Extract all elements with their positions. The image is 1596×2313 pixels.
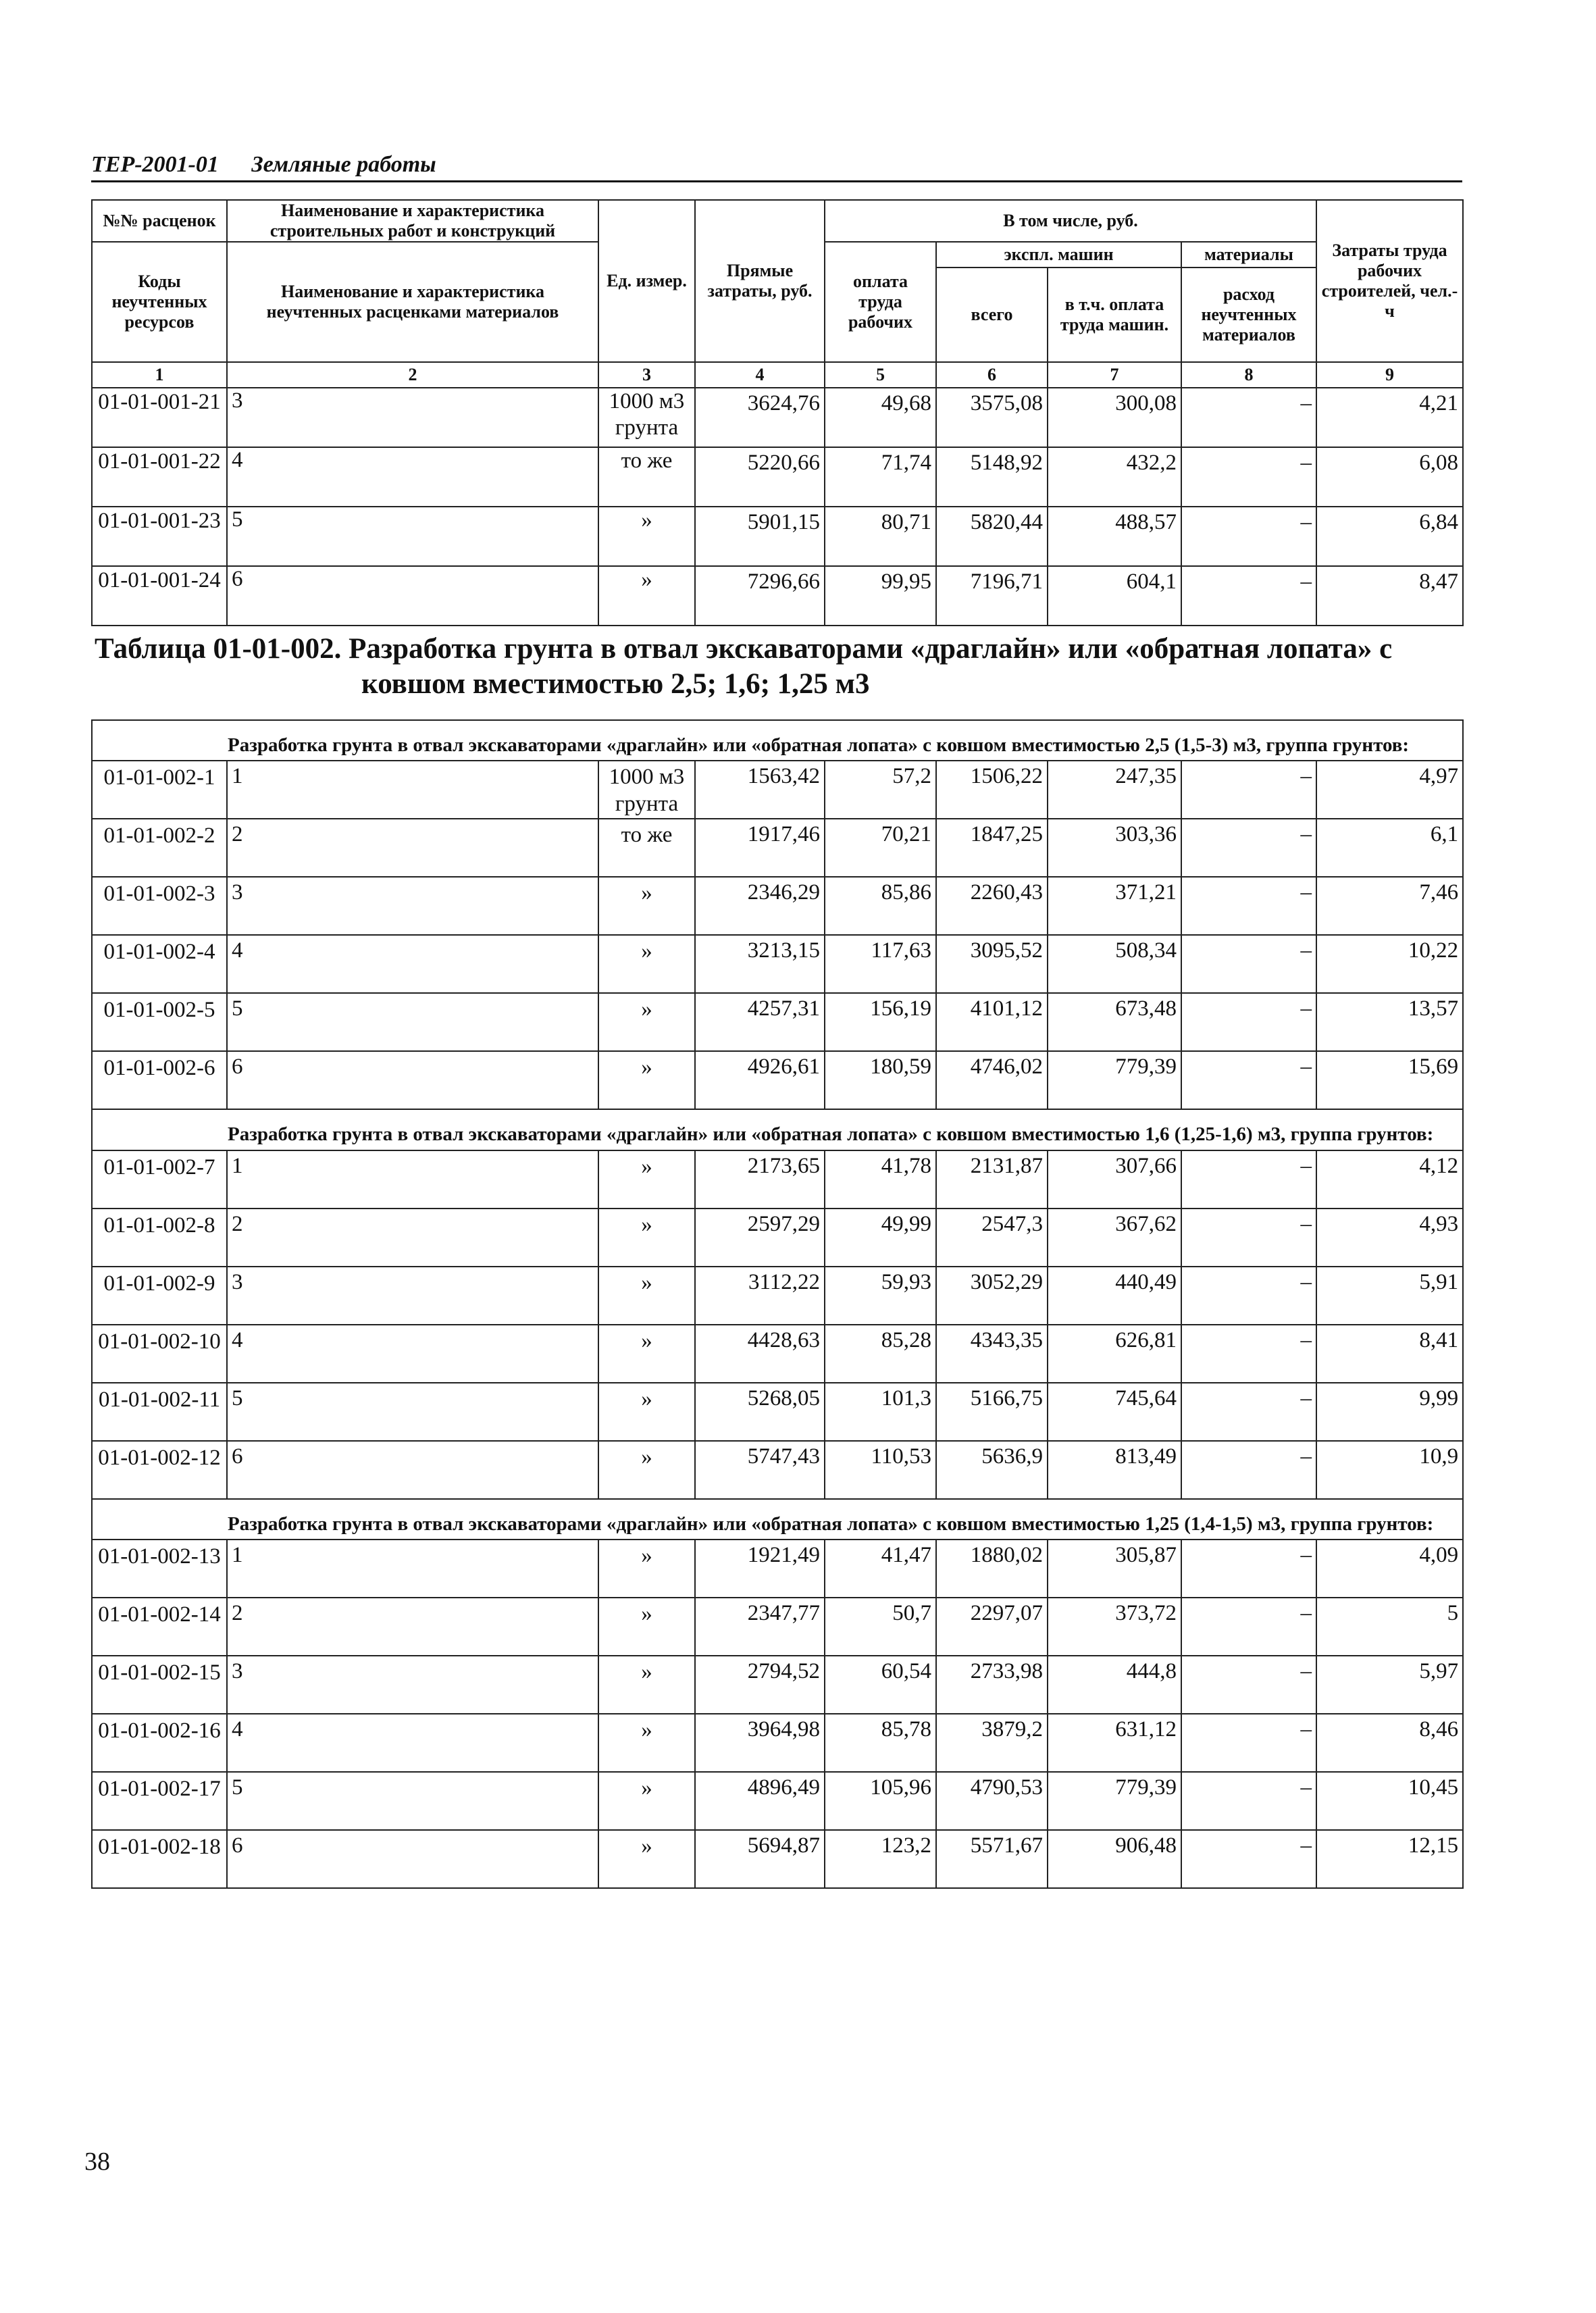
machine-labor-pay: 303,36 [1048, 819, 1181, 877]
labor-pay: 105,96 [825, 1772, 936, 1830]
rate-code: 01-01-002-16 [92, 1714, 227, 1772]
rate-code: 01-01-002-4 [92, 935, 227, 993]
materials-use: – [1181, 507, 1316, 566]
machine-labor-pay: 300,08 [1048, 388, 1181, 447]
table-row [92, 1209, 1463, 1267]
materials-use: – [1181, 1830, 1316, 1888]
machine-cost-total: 4101,12 [936, 993, 1048, 1051]
labor-pay: 85,28 [825, 1325, 936, 1383]
unit-of-measure: » [598, 993, 695, 1051]
labor-hours: 15,69 [1316, 1051, 1463, 1109]
machine-labor-pay: 367,62 [1048, 1209, 1181, 1267]
rate-code: 01-01-002-17 [92, 1772, 227, 1830]
rate-code: 01-01-002-18 [92, 1830, 227, 1888]
direct-cost: 4428,63 [695, 1325, 825, 1383]
rate-name: 3 [227, 388, 598, 447]
labor-pay: 180,59 [825, 1051, 936, 1109]
machine-labor-pay: 673,48 [1048, 993, 1181, 1051]
materials-use: – [1181, 1598, 1316, 1656]
direct-cost: 5268,05 [695, 1383, 825, 1441]
unit-of-measure: » [598, 1772, 695, 1830]
machine-cost-total: 5571,67 [936, 1830, 1048, 1888]
group-title: Разработка грунта в отвал экскаваторами «драглайн» или «обратная лопата» с ковшом вместимостью 1,6 (1,25-1,6) м3, группа грунтов: [92, 1109, 1463, 1150]
table-caption-line-1: Таблица 01-01-002. Разработка грунта в отвал экскаваторами «драглайн» или «обратная лопата» с [95, 633, 1393, 665]
group-header-row [92, 1109, 1463, 1150]
col-number: 8 [1181, 362, 1316, 388]
machine-labor-pay: 488,57 [1048, 507, 1181, 566]
rate-code: 01-01-002-15 [92, 1656, 227, 1714]
unit-of-measure: » [598, 1209, 695, 1267]
machine-labor-pay: 906,48 [1048, 1830, 1181, 1888]
labor-hours: 6,84 [1316, 507, 1463, 566]
rate-name: 5 [227, 1383, 598, 1441]
rate-name: 6 [227, 566, 598, 626]
unit-of-measure: » [598, 1830, 695, 1888]
table-row [92, 1441, 1463, 1499]
table-row [92, 388, 1463, 447]
materials-use: – [1181, 877, 1316, 935]
direct-cost: 2597,29 [695, 1209, 825, 1267]
labor-pay: 110,53 [825, 1441, 936, 1499]
machine-cost-total: 1506,22 [936, 761, 1048, 819]
rate-name: 1 [227, 1540, 598, 1598]
rate-name: 1 [227, 761, 598, 819]
col-header-materials-use: расход неучтенных материалов [1181, 268, 1316, 362]
direct-cost: 2173,65 [695, 1150, 825, 1209]
unit-of-measure: » [598, 1441, 695, 1499]
labor-pay: 101,3 [825, 1383, 936, 1441]
rate-code: 01-01-001-24 [92, 566, 227, 626]
rate-name: 4 [227, 1714, 598, 1772]
col-number: 5 [825, 362, 936, 388]
table-row [92, 935, 1463, 993]
materials-use: – [1181, 1325, 1316, 1383]
labor-hours: 5,91 [1316, 1267, 1463, 1325]
machine-labor-pay: 247,35 [1048, 761, 1181, 819]
unit-of-measure: » [598, 1267, 695, 1325]
materials-use: – [1181, 993, 1316, 1051]
labor-hours: 13,57 [1316, 993, 1463, 1051]
table-row [92, 1051, 1463, 1109]
labor-pay: 59,93 [825, 1267, 936, 1325]
machine-cost-total: 4343,35 [936, 1325, 1048, 1383]
rate-name: 5 [227, 1772, 598, 1830]
table-row [92, 1714, 1463, 1772]
materials-use: – [1181, 1150, 1316, 1209]
rate-code: 01-01-002-6 [92, 1051, 227, 1109]
table-row [92, 1830, 1463, 1888]
machine-cost-total: 2733,98 [936, 1656, 1048, 1714]
labor-pay: 99,95 [825, 566, 936, 626]
table-row [92, 993, 1463, 1051]
rate-name: 4 [227, 935, 598, 993]
direct-cost: 2347,77 [695, 1598, 825, 1656]
rate-code: 01-01-002-12 [92, 1441, 227, 1499]
rate-name: 3 [227, 877, 598, 935]
labor-pay: 57,2 [825, 761, 936, 819]
labor-hours: 4,93 [1316, 1209, 1463, 1267]
labor-pay: 80,71 [825, 507, 936, 566]
labor-hours: 5,97 [1316, 1656, 1463, 1714]
rate-code: 01-01-001-21 [92, 388, 227, 447]
unit-of-measure: » [598, 935, 695, 993]
labor-hours: 4,97 [1316, 761, 1463, 819]
group-title: Разработка грунта в отвал экскаваторами «драглайн» или «обратная лопата» с ковшом вместимостью 2,5 (1,5-3) м3, группа грунтов: [92, 720, 1463, 761]
machine-cost-total: 2297,07 [936, 1598, 1048, 1656]
materials-use: – [1181, 1441, 1316, 1499]
machine-cost-total: 2131,87 [936, 1150, 1048, 1209]
materials-use: – [1181, 1656, 1316, 1714]
direct-cost: 7296,66 [695, 566, 825, 626]
machine-labor-pay: 779,39 [1048, 1051, 1181, 1109]
group-header-row [92, 720, 1463, 761]
col-header-direct: Прямые затраты, руб. [695, 200, 825, 362]
col-number: 7 [1048, 362, 1181, 388]
machine-cost-total: 5820,44 [936, 507, 1048, 566]
direct-cost: 1563,42 [695, 761, 825, 819]
group-header-row [92, 1499, 1463, 1540]
table-row [92, 819, 1463, 877]
table-caption-line-2: ковшом вместимостью 2,5; 1,6; 1,25 м3 [361, 668, 870, 701]
labor-pay: 71,74 [825, 447, 936, 507]
col-header-materials-name: Наименование и характеристика неучтенных расценками материалов [227, 242, 598, 362]
rate-code: 01-01-001-23 [92, 507, 227, 566]
labor-hours: 9,99 [1316, 1383, 1463, 1441]
machine-labor-pay: 444,8 [1048, 1656, 1181, 1714]
machine-cost-total: 5166,75 [936, 1383, 1048, 1441]
materials-use: – [1181, 1051, 1316, 1109]
direct-cost: 1921,49 [695, 1540, 825, 1598]
labor-pay: 85,86 [825, 877, 936, 935]
direct-cost: 2346,29 [695, 877, 825, 935]
table-row [92, 877, 1463, 935]
rate-code: 01-01-001-22 [92, 447, 227, 507]
rate-code: 01-01-002-8 [92, 1209, 227, 1267]
table-row [92, 1598, 1463, 1656]
unit-of-measure: » [598, 1383, 695, 1441]
unit-of-measure: » [598, 1656, 695, 1714]
table-row [92, 1150, 1463, 1209]
rate-code: 01-01-002-10 [92, 1325, 227, 1383]
direct-cost: 5747,43 [695, 1441, 825, 1499]
unit-of-measure: » [598, 1540, 695, 1598]
machine-cost-total: 2547,3 [936, 1209, 1048, 1267]
materials-use: – [1181, 819, 1316, 877]
labor-hours: 10,45 [1316, 1772, 1463, 1830]
rate-code: 01-01-002-14 [92, 1598, 227, 1656]
table-row [92, 1267, 1463, 1325]
labor-pay: 156,19 [825, 993, 936, 1051]
rate-code: 01-01-002-11 [92, 1383, 227, 1441]
machine-labor-pay: 631,12 [1048, 1714, 1181, 1772]
group-title: Разработка грунта в отвал экскаваторами «драглайн» или «обратная лопата» с ковшом вместимостью 1,25 (1,4-1,5) м3, группа грунтов: [92, 1499, 1463, 1540]
rate-code: 01-01-002-5 [92, 993, 227, 1051]
labor-hours: 10,22 [1316, 935, 1463, 993]
col-number: 3 [598, 362, 695, 388]
col-header-machines-total: всего [936, 268, 1048, 362]
col-header-labor-pay: оплата труда рабочих [825, 242, 936, 362]
col-number: 6 [936, 362, 1048, 388]
materials-use: – [1181, 1540, 1316, 1598]
direct-cost: 2794,52 [695, 1656, 825, 1714]
labor-hours: 8,47 [1316, 566, 1463, 626]
column-numbers-row [92, 362, 1463, 388]
col-header-resource-codes: Коды неучтенных ресурсов [92, 242, 227, 362]
unit-of-measure: » [598, 1598, 695, 1656]
machine-cost-total: 2260,43 [936, 877, 1048, 935]
rate-name: 2 [227, 1598, 598, 1656]
labor-pay: 49,99 [825, 1209, 936, 1267]
machine-labor-pay: 305,87 [1048, 1540, 1181, 1598]
unit-of-measure: » [598, 1714, 695, 1772]
machine-cost-total: 3095,52 [936, 935, 1048, 993]
labor-pay: 60,54 [825, 1656, 936, 1714]
table-row [92, 761, 1463, 819]
direct-cost: 4926,61 [695, 1051, 825, 1109]
direct-cost: 3964,98 [695, 1714, 825, 1772]
materials-use: – [1181, 447, 1316, 507]
machine-cost-total: 5148,92 [936, 447, 1048, 507]
labor-pay: 41,47 [825, 1540, 936, 1598]
labor-hours: 4,09 [1316, 1540, 1463, 1598]
rate-name: 6 [227, 1051, 598, 1109]
rate-code: 01-01-002-9 [92, 1267, 227, 1325]
unit-of-measure: » [598, 1325, 695, 1383]
machine-cost-total: 1880,02 [936, 1540, 1048, 1598]
materials-use: – [1181, 1383, 1316, 1441]
direct-cost: 4257,31 [695, 993, 825, 1051]
labor-pay: 70,21 [825, 819, 936, 877]
rate-name: 3 [227, 1267, 598, 1325]
col-header-labor-hours: Затраты труда рабочих строителей, чел.-ч [1316, 200, 1463, 362]
col-header-including: В том числе, руб. [825, 200, 1316, 242]
direct-cost: 5901,15 [695, 507, 825, 566]
direct-cost: 1917,46 [695, 819, 825, 877]
col-number: 2 [227, 362, 598, 388]
table-row [92, 1325, 1463, 1383]
section-title: Земляные работы [251, 152, 436, 177]
machine-labor-pay: 371,21 [1048, 877, 1181, 935]
col-header-name: Наименование и характеристика строительных работ и конструкций [227, 200, 598, 242]
machine-labor-pay: 813,49 [1048, 1441, 1181, 1499]
machine-cost-total: 7196,71 [936, 566, 1048, 626]
machine-cost-total: 3052,29 [936, 1267, 1048, 1325]
materials-use: – [1181, 935, 1316, 993]
rates-table-01-01-001 [91, 199, 1464, 626]
table-row [92, 1540, 1463, 1598]
labor-hours: 6,08 [1316, 447, 1463, 507]
materials-use: – [1181, 566, 1316, 626]
materials-use: – [1181, 1772, 1316, 1830]
machine-labor-pay: 373,72 [1048, 1598, 1181, 1656]
machine-labor-pay: 626,81 [1048, 1325, 1181, 1383]
table-row [92, 1772, 1463, 1830]
unit-of-measure: 1000 м3 грунта [598, 388, 695, 447]
table-caption [95, 632, 1466, 703]
col-number: 9 [1316, 362, 1463, 388]
rate-name: 3 [227, 1656, 598, 1714]
rate-code: 01-01-002-1 [92, 761, 227, 819]
direct-cost: 3213,15 [695, 935, 825, 993]
machine-labor-pay: 440,49 [1048, 1267, 1181, 1325]
machine-labor-pay: 745,64 [1048, 1383, 1181, 1441]
direct-cost: 4896,49 [695, 1772, 825, 1830]
col-header-code: №№ расценок [92, 200, 227, 242]
rate-code: 01-01-002-2 [92, 819, 227, 877]
labor-hours: 4,21 [1316, 388, 1463, 447]
labor-hours: 8,41 [1316, 1325, 1463, 1383]
rate-name: 2 [227, 1209, 598, 1267]
direct-cost: 5694,87 [695, 1830, 825, 1888]
doc-code: ТЕР-2001-01 [91, 152, 219, 177]
direct-cost: 3624,76 [695, 388, 825, 447]
machine-labor-pay: 307,66 [1048, 1150, 1181, 1209]
rate-name: 5 [227, 993, 598, 1051]
machine-cost-total: 5636,9 [936, 1441, 1048, 1499]
unit-of-measure: » [598, 507, 695, 566]
table-row [92, 1383, 1463, 1441]
labor-hours: 5 [1316, 1598, 1463, 1656]
machine-labor-pay: 779,39 [1048, 1772, 1181, 1830]
table-row [92, 1656, 1463, 1714]
unit-of-measure: » [598, 1051, 695, 1109]
labor-hours: 4,12 [1316, 1150, 1463, 1209]
table-row [92, 507, 1463, 566]
unit-of-measure: то же [598, 447, 695, 507]
unit-of-measure: то же [598, 819, 695, 877]
machine-labor-pay: 432,2 [1048, 447, 1181, 507]
labor-pay: 50,7 [825, 1598, 936, 1656]
labor-hours: 12,15 [1316, 1830, 1463, 1888]
rate-name: 4 [227, 447, 598, 507]
materials-use: – [1181, 761, 1316, 819]
machine-cost-total: 4790,53 [936, 1772, 1048, 1830]
machine-cost-total: 4746,02 [936, 1051, 1048, 1109]
labor-pay: 41,78 [825, 1150, 936, 1209]
direct-cost: 3112,22 [695, 1267, 825, 1325]
unit-of-measure: » [598, 877, 695, 935]
labor-hours: 7,46 [1316, 877, 1463, 935]
labor-pay: 85,78 [825, 1714, 936, 1772]
machine-cost-total: 3879,2 [936, 1714, 1048, 1772]
table-row [92, 566, 1463, 626]
rate-code: 01-01-002-13 [92, 1540, 227, 1598]
col-header-materials: материалы [1181, 242, 1316, 268]
unit-of-measure: » [598, 1150, 695, 1209]
materials-use: – [1181, 1209, 1316, 1267]
materials-use: – [1181, 1267, 1316, 1325]
running-header [91, 152, 1462, 182]
rate-name: 2 [227, 819, 598, 877]
materials-use: – [1181, 1714, 1316, 1772]
col-header-unit: Ед. измер. [598, 200, 695, 362]
col-header-machines-labor: в т.ч. оплата труда машин. [1048, 268, 1181, 362]
unit-of-measure: 1000 м3 грунта [598, 761, 695, 819]
materials-use: – [1181, 388, 1316, 447]
labor-pay: 117,63 [825, 935, 936, 993]
labor-pay: 49,68 [825, 388, 936, 447]
rate-code: 01-01-002-7 [92, 1150, 227, 1209]
rate-code: 01-01-002-3 [92, 877, 227, 935]
labor-hours: 6,1 [1316, 819, 1463, 877]
labor-pay: 123,2 [825, 1830, 936, 1888]
machine-labor-pay: 604,1 [1048, 566, 1181, 626]
machine-cost-total: 3575,08 [936, 388, 1048, 447]
rate-name: 5 [227, 507, 598, 566]
rate-name: 1 [227, 1150, 598, 1209]
rates-table-01-01-002 [91, 719, 1464, 1889]
page-number: 38 [84, 2147, 110, 2176]
rate-name: 6 [227, 1441, 598, 1499]
machine-cost-total: 1847,25 [936, 819, 1048, 877]
rate-name: 6 [227, 1830, 598, 1888]
labor-hours: 10,9 [1316, 1441, 1463, 1499]
col-number: 4 [695, 362, 825, 388]
rate-name: 4 [227, 1325, 598, 1383]
direct-cost: 5220,66 [695, 447, 825, 507]
labor-hours: 8,46 [1316, 1714, 1463, 1772]
col-number: 1 [92, 362, 227, 388]
machine-labor-pay: 508,34 [1048, 935, 1181, 993]
col-header-machines: экспл. машин [936, 242, 1181, 268]
table-row [92, 447, 1463, 507]
unit-of-measure: » [598, 566, 695, 626]
